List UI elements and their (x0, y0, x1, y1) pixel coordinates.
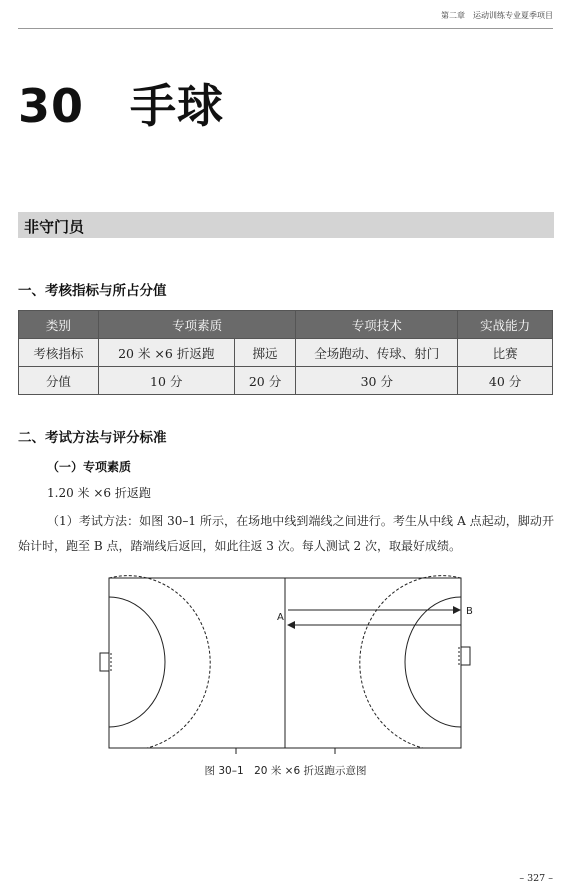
goal-area-right (405, 597, 461, 727)
table-row (19, 367, 553, 395)
table-cell: 40 分 (458, 367, 553, 395)
court-diagram (95, 568, 485, 758)
table-cell: 掷远 (234, 339, 296, 367)
goal-area-left (109, 597, 165, 727)
section-title: 非守门员 (24, 218, 85, 236)
table-cell: 全场跑动、传球、射门 (296, 339, 458, 367)
header-rule (18, 28, 553, 29)
table-row (19, 339, 553, 367)
point-b-label: B (466, 606, 473, 617)
table-cell: 20 米 ×6 折返跑 (98, 339, 234, 367)
table-cell: 10 分 (98, 367, 234, 395)
chapter-name: 手球 (130, 79, 225, 133)
table-header-cell: 实战能力 (458, 311, 553, 339)
goal-right (461, 647, 470, 665)
chapter-title (18, 70, 224, 136)
table-cell: 比赛 (458, 339, 553, 367)
method-paragraph: （1）考试方法：如图 30–1 所示，在场地中线到端线之间进行。考生从中线 A 点起动，脚动开始计时，跑至 B 点，踏端线后返回，如此往返 3 次。每人测试 2 次，取最好成绩。 (18, 514, 554, 553)
table-header-cell: 专项素质 (98, 311, 296, 339)
table-header-row (19, 311, 553, 339)
table-cell: 20 分 (234, 367, 296, 395)
free-throw-line-right (360, 576, 461, 748)
sub-heading: （一）专项素质 (47, 460, 132, 474)
chapter-number: 30 (18, 79, 85, 133)
heading-assessment: 一、考核指标与所占分值 (18, 283, 167, 299)
score-table (18, 310, 553, 395)
table-header-cell: 类别 (19, 311, 99, 339)
running-header: 第二章 运动训练专业夏季项目 (441, 11, 553, 20)
heading-methods: 二、考试方法与评分标准 (18, 430, 167, 446)
point-a-label: A (277, 612, 284, 623)
table-cell: 分值 (19, 367, 99, 395)
free-throw-line-left (109, 576, 210, 748)
table-header-cell: 专项技术 (296, 311, 458, 339)
table-cell: 考核指标 (19, 339, 99, 367)
page-number: – 327 – (519, 873, 553, 884)
goal-left (100, 653, 109, 671)
section-bar (18, 212, 554, 238)
table-cell: 30 分 (296, 367, 458, 395)
figure-caption: 图 30–1 20 米 ×6 折返跑示意图 (204, 765, 367, 777)
test-item: 1.20 米 ×6 折返跑 (47, 486, 151, 500)
arrowhead-back (287, 621, 295, 629)
arrowhead-out (453, 606, 461, 614)
